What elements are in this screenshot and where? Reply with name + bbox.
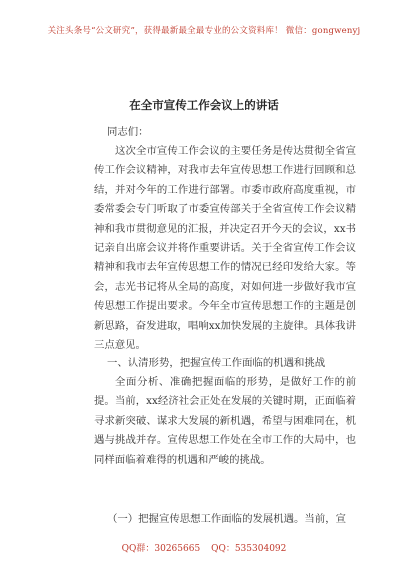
footer-contact — [0, 541, 408, 554]
header-note: 关注头条号“公文研究”，获得最新最全最专业的公文资料库！ 微信：gongwenyj — [47, 26, 361, 36]
section-heading-1: 一、认清形势，把握宣传工作面临的机遇和挑战 — [107, 357, 326, 369]
salutation: 同志们： — [107, 126, 149, 138]
document-title: 在全市宣传工作会议上的讲话 — [129, 98, 279, 112]
paragraph-situation: 全面分析、准确把握面临的形势，是做好工作的前提。当前，xx经济社会正处在发展的关键时期，正面临着寻求新突破、谋求大发展的新机遇，希望与困难同在，机遇与挑战并存。宣传思想工作处在全市工作的大局中，也同样面临着难得的机遇和严峻的挑战。 — [94, 376, 356, 466]
footer-qq: QQ：535304092 — [211, 544, 287, 554]
subsection-heading-1: （一）把握宣传思想工作面临的发展机遇。当前，宣 — [107, 513, 346, 525]
footer-qq-group: QQ群：30265665 — [121, 544, 201, 554]
paragraph-intro: 这次全市宣传工作会议的主要任务是传达贯彻全省宣传工作会议精神，对我市去年宣传思想工作进行回顾和总结，并对今年的工作进行部署。市委市政府高度重视，市委常委会专门听取了市委宣传部关于全省宣传工作会议精神和我市贯彻意见的汇报，并决定召开今天的会议，xx书记亲自出席会议并将作重要讲话。关于全省宣传工作会议精神和我市去年宣传思想工作的情况已经印发给大家。等会，志光书记将从全局的高度，对如何进一步做好我市宣传思想工作提出要求。今年全市宣传思想工作的主题是创新思路，奋发进取，唱响xx加快发展的主旋律。具体我讲三点意见。 — [94, 145, 356, 352]
